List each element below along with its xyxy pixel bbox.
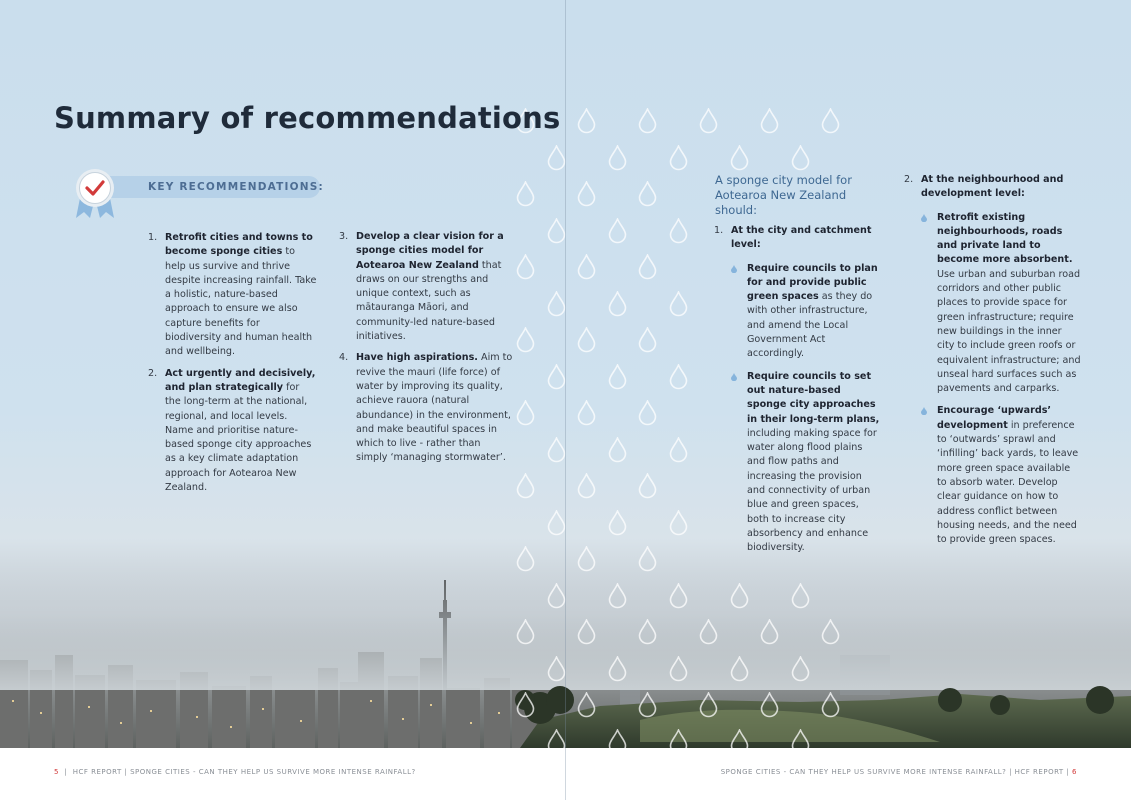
water-drop-icon — [760, 692, 779, 718]
recommendations-col-2 — [339, 230, 514, 473]
water-drop-icon — [699, 692, 718, 718]
water-drop-icon — [821, 619, 840, 645]
water-drop-icon — [516, 400, 535, 426]
water-drop-icon — [577, 692, 596, 718]
footer-right — [721, 768, 1077, 776]
list-item: 2. Act urgently and decisively, and plan strategically for the long-term at the national, regional, and local levels. Name and prioritise nature-based sponge city approaches as a key climate adaptation approach for Aotearoa New Zealand. — [148, 367, 316, 494]
key-recommendations-label: KEY RECOMMENDATIONS: — [148, 181, 324, 193]
list-item: 1. Retrofit cities and towns to become sponge cities to help us survive and thrive despite increasing rainfall. Take a holistic, nature-based approach to ensure we also capture benefits for biodiversity and human health and wellbeing. — [148, 232, 317, 358]
water-drop-icon — [608, 656, 627, 682]
water-drop-icon — [638, 619, 657, 645]
water-drop-bullet-icon — [731, 265, 737, 273]
key-recommendations-banner — [74, 168, 324, 220]
water-drop-bullet-icon — [921, 214, 927, 222]
water-drop-icon — [791, 656, 810, 682]
water-drop-icon — [760, 108, 779, 134]
list-item: Encourage ‘upwards’ development in preference to ‘outwards’ sprawl and ‘infilling’ back yards, to leave more green space available to absorb water. Develop clear guidance on how to address conflict between housing needs, and the need to provide green spaces. — [921, 404, 1081, 547]
water-drop-icon — [516, 619, 535, 645]
water-drop-icon — [638, 400, 657, 426]
water-drop-icon — [791, 583, 810, 609]
water-drop-icon — [547, 291, 566, 317]
water-drop-icon — [516, 692, 535, 718]
water-drop-bullet-icon — [921, 407, 927, 415]
water-drop-icon — [516, 254, 535, 280]
list-item: 4. Have high aspirations. Aim to revive the mauri (life force) of water by improving its quality, achieve rauora (natural abundance) in the environment, and make beautiful spaces in which to live - rather than simply ‘managing stormwater’. — [339, 352, 513, 464]
water-drop-icon — [547, 583, 566, 609]
water-drop-icon — [669, 145, 688, 171]
water-drop-icon — [638, 546, 657, 572]
water-drop-icon — [638, 254, 657, 280]
water-drop-icon — [669, 437, 688, 463]
water-drop-icon — [608, 291, 627, 317]
running-footer: HCF REPORT | SPONGE CITIES - CAN THEY HELP US SURVIVE MORE INTENSE RAINFALL? — [72, 768, 416, 776]
list-item: Require councils to plan for and provide public green spaces as they do with other infrastructure, and amend the Local Government Act accordingly. — [731, 262, 881, 362]
water-drop-icon — [608, 510, 627, 536]
water-drop-icon — [577, 108, 596, 134]
water-drop-icon — [730, 583, 749, 609]
water-drop-icon — [547, 145, 566, 171]
water-drop-icon — [669, 218, 688, 244]
recommendations-col-1 — [148, 231, 317, 502]
city-catchment-col — [714, 224, 881, 556]
water-drop-icon — [791, 729, 810, 749]
water-drop-icon — [608, 437, 627, 463]
water-drop-icon — [577, 473, 596, 499]
water-drop-icon — [638, 181, 657, 207]
water-drop-icon — [821, 692, 840, 718]
water-drop-icon — [669, 291, 688, 317]
water-drop-icon — [577, 327, 596, 353]
page-number: 6 — [1072, 768, 1077, 776]
footer-left: 5 | HCF REPORT | SPONGE CITIES - CAN THEY HELP US SURVIVE MORE INTENSE RAINFALL? — [54, 768, 416, 776]
water-drop-icon — [516, 546, 535, 572]
water-drop-icon — [547, 729, 566, 749]
section-heading: 1. At the city and catchment level: — [714, 225, 872, 251]
page-number: 5 — [54, 768, 59, 776]
water-drop-icon — [608, 583, 627, 609]
sponge-model-lead: A sponge city model for Aotearoa New Zealand should: — [715, 173, 852, 217]
list-item: 3. Develop a clear vision for a sponge cities model for Aotearoa New Zealand that draws on our strengths and unique context, such as mātauranga Māori, and community-led nature-based initiatives. — [339, 231, 504, 343]
water-drop-icon — [638, 108, 657, 134]
water-drop-icon — [547, 437, 566, 463]
water-drop-icon — [577, 181, 596, 207]
water-drop-bullet-icon — [731, 373, 737, 381]
water-drop-icon — [608, 729, 627, 749]
water-drop-icon — [516, 327, 535, 353]
water-drop-icon — [577, 619, 596, 645]
water-drop-icon — [730, 656, 749, 682]
water-drop-icon — [669, 656, 688, 682]
neighbourhood-col — [904, 173, 1081, 547]
water-drop-icon — [547, 656, 566, 682]
water-drop-icon — [577, 254, 596, 280]
water-drop-icon — [821, 108, 840, 134]
page-title: Summary of recommendations — [54, 101, 561, 135]
water-drop-icon — [516, 181, 535, 207]
water-drop-icon — [730, 729, 749, 749]
water-drop-icon — [638, 692, 657, 718]
water-drop-icon — [760, 619, 779, 645]
page-gutter — [565, 0, 566, 800]
water-drop-icon — [791, 145, 810, 171]
water-drop-icon — [669, 583, 688, 609]
water-drop-icon — [669, 729, 688, 749]
water-drop-icon — [516, 473, 535, 499]
rosette-check-icon — [74, 168, 116, 220]
water-drop-icon — [669, 510, 688, 536]
water-drop-icon — [577, 546, 596, 572]
water-drop-icon — [730, 145, 749, 171]
running-footer: SPONGE CITIES - CAN THEY HELP US SURVIVE MORE INTENSE RAINFALL? | HCF REPORT | — [720, 768, 1070, 776]
water-drop-icon — [638, 473, 657, 499]
water-drop-icon — [608, 145, 627, 171]
list-item: Retrofit existing neighbourhoods, roads and private land to become more absorbent. Use urban and suburban road corridors and other public places to provide space for green infrastructure; require new buildings in the inner city to include green roofs or equivalent infrastructure; and unseal hard surfaces such as pavements and carparks. — [921, 211, 1081, 397]
water-drop-icon — [638, 327, 657, 353]
water-drop-icon — [547, 364, 566, 390]
water-drop-icon — [669, 364, 688, 390]
water-drop-icon — [699, 619, 718, 645]
water-drop-icon — [608, 364, 627, 390]
water-drop-icon — [699, 108, 718, 134]
section-heading: 2. At the neighbourhood and development level: — [904, 174, 1064, 200]
water-drop-icon — [547, 510, 566, 536]
list-item: Require councils to set out nature-based sponge city approaches in their long-term plans, including making space for water along flood plains and flow paths and increasing the provision and connectivity of urban blue and green spaces, both to increase city absorbency and enhance biodiversity. — [731, 370, 881, 556]
water-drop-icon — [547, 218, 566, 244]
water-drop-icon — [577, 400, 596, 426]
water-drop-icon — [608, 218, 627, 244]
